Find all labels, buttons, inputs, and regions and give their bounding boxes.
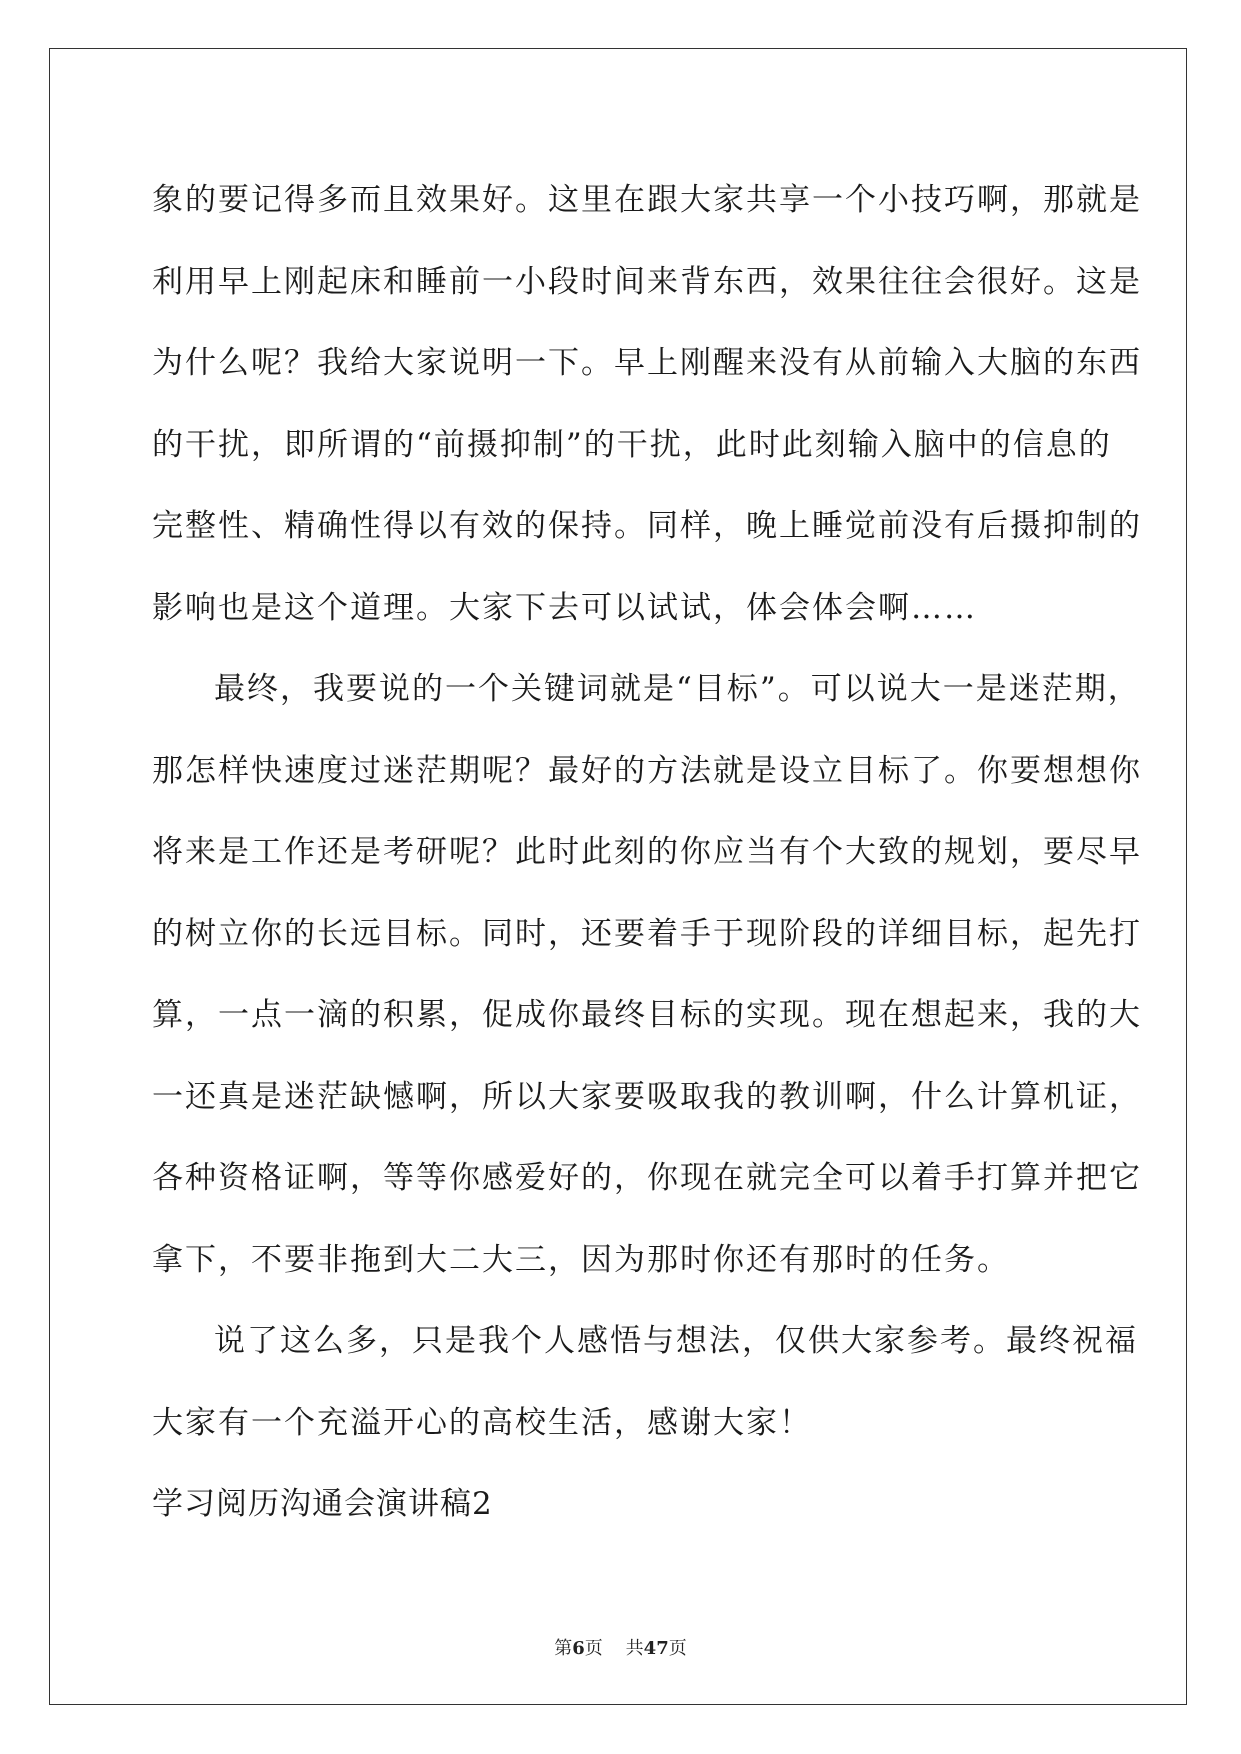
body-line: 各种资格证啊，等等你感爱好的，你现在就完全可以着手打算并把它	[152, 1160, 1142, 1196]
body-line: 的干扰，即所谓的“前摄抑制”的干扰，此时此刻输入脑中的信息的	[152, 426, 1112, 463]
section-heading: 学习阅历沟通会演讲稿2	[152, 1486, 493, 1522]
footer-mid: 页 共	[584, 1638, 644, 1659]
body-line: 那怎样快速度过迷茫期呢？最好的方法就是设立目标了。你要想想你	[152, 752, 1142, 789]
footer-prefix: 第	[554, 1638, 573, 1659]
body-line: 利用早上刚起床和睡前一小段时间来背东西，效果往往会很好。这是	[152, 263, 1142, 300]
document-body	[152, 160, 1142, 1546]
footer-suffix: 页	[668, 1638, 687, 1659]
page-footer	[0, 1634, 1241, 1660]
paragraph-first-line: 最终，我要说的一个关键词就是“目标”。可以说大一是迷茫期，	[214, 671, 1141, 707]
body-line: 完整性、精确性得以有效的保持。同样，晚上睡觉前没有后摄抑制的	[152, 508, 1142, 544]
body-line: 拿下，不要非拖到大二大三，因为那时你还有那时的任务。	[152, 1241, 1010, 1278]
footer-total-pages: 47	[643, 1638, 669, 1659]
body-line: 的树立你的长远目标。同时，还要着手于现阶段的详细目标，起先打	[152, 915, 1142, 952]
body-line: 为什么呢？我给大家说明一下。早上刚醒来没有从前输入大脑的东西	[152, 345, 1142, 381]
body-line: 影响也是这个道理。大家下去可以试试，体会体会啊……	[152, 589, 977, 626]
footer-page-number: 6	[572, 1638, 585, 1659]
body-line: 算，一点一滴的积累，促成你最终目标的实现。现在想起来，我的大	[152, 997, 1142, 1033]
paragraph-first-line: 说了这么多，只是我个人感悟与想法，仅供大家参考。最终祝福	[214, 1323, 1138, 1359]
body-line: 一还真是迷茫缺憾啊，所以大家要吸取我的教训啊，什么计算机证，	[152, 1078, 1142, 1115]
body-line: 象的要记得多而且效果好。这里在跟大家共享一个小技巧啊，那就是	[152, 182, 1142, 218]
body-line: 大家有一个充溢开心的高校生活，感谢大家！	[152, 1404, 812, 1441]
body-line: 将来是工作还是考研呢？此时此刻的你应当有个大致的规划，要尽早	[152, 834, 1142, 870]
